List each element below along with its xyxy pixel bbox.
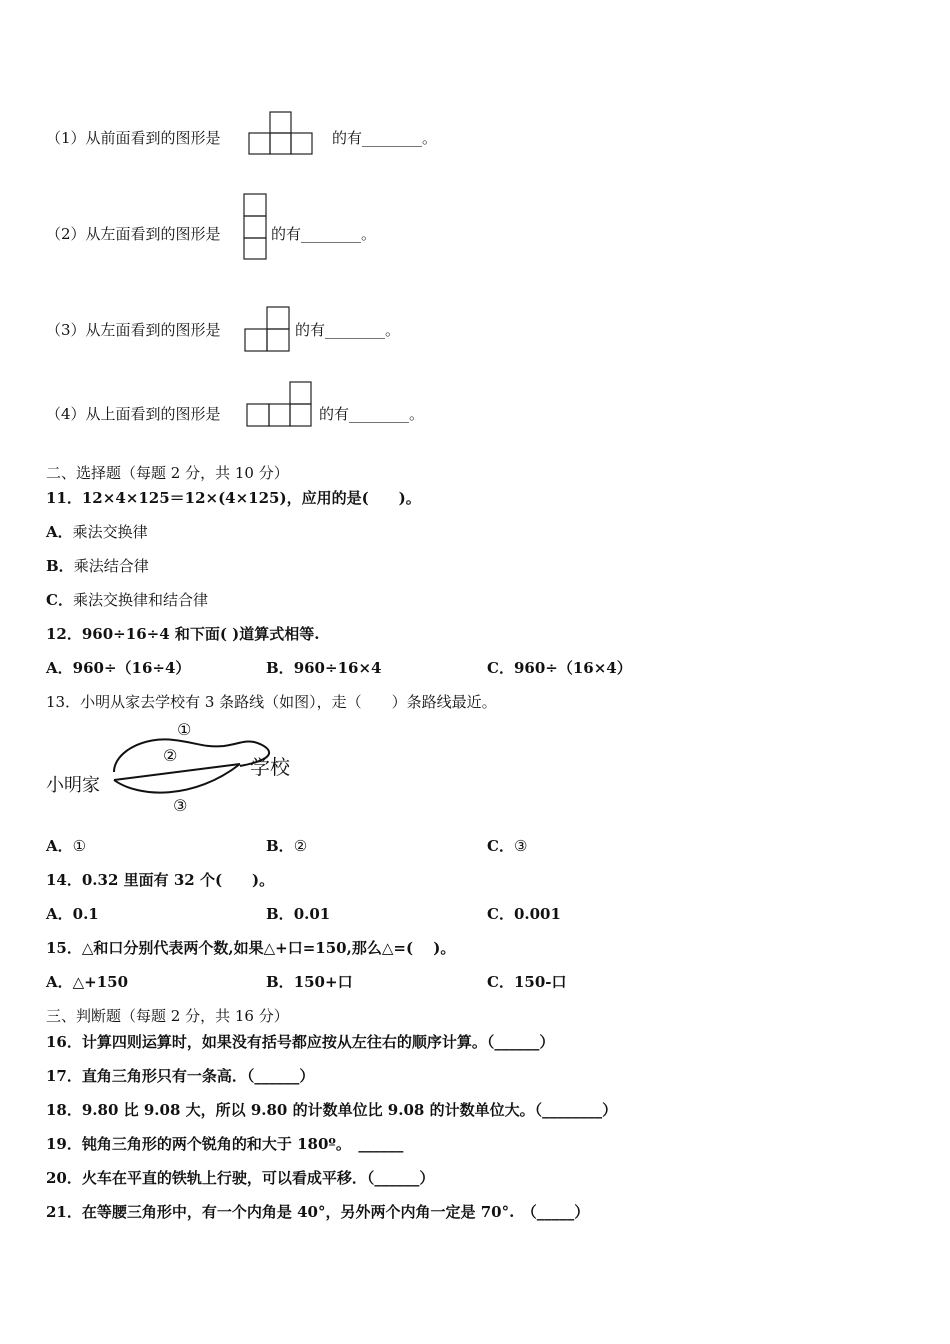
view-question-4-prefix: （4）从上面看到的图形是 bbox=[46, 405, 221, 423]
question-14-option-c[interactable] bbox=[487, 904, 561, 924]
question-13-option-b[interactable] bbox=[266, 836, 307, 856]
option-text: ① bbox=[72, 837, 87, 855]
question-14-option-a[interactable] bbox=[46, 904, 99, 924]
question-19: 19．钝角三角形的两个锐角的和大于 180º。 ______ bbox=[46, 1135, 404, 1153]
option-letter: B． bbox=[266, 837, 294, 855]
route-3-label: ③ bbox=[173, 796, 188, 815]
option-letter: A． bbox=[46, 837, 73, 855]
left-view-figure-l-shape bbox=[244, 306, 292, 354]
view-question-3-suffix bbox=[295, 320, 400, 340]
section-3-title: 三、判断题（每题 2 分，共 16 分） bbox=[46, 1007, 289, 1025]
question-20: 20．火车在平直的铁轨上行驶，可以看成平移．（______） bbox=[46, 1169, 435, 1187]
option-letter: C． bbox=[487, 905, 514, 923]
top-view-figure bbox=[246, 381, 316, 429]
home-label: 小明家 bbox=[46, 775, 100, 796]
question-11-stem: 11．12×4×125＝12×(4×125)，应用的是( )。 bbox=[46, 489, 421, 507]
view-question-4 bbox=[46, 404, 221, 424]
option-text: 乘法交换律和结合律 bbox=[72, 591, 208, 609]
view-question-2-prefix: （2）从左面看到的图形是 bbox=[46, 225, 221, 243]
view-question-1-suffix bbox=[332, 128, 437, 148]
route-1-label: ① bbox=[177, 720, 192, 739]
question-15-option-b[interactable] bbox=[266, 972, 353, 992]
question-12-stem: 12．960÷16÷4 和下面( )道算式相等. bbox=[46, 625, 320, 643]
question-17: 17．直角三角形只有一条高．（______） bbox=[46, 1067, 315, 1085]
option-letter: C． bbox=[487, 973, 514, 991]
question-13-option-c[interactable] bbox=[487, 836, 527, 856]
view-question-2-answer: 的有________。 bbox=[271, 225, 377, 243]
question-11-option-c[interactable] bbox=[46, 590, 208, 610]
view-question-3-prefix: （3）从左面看到的图形是 bbox=[46, 321, 221, 339]
question-15-option-a[interactable] bbox=[46, 972, 128, 992]
question-16: 16．计算四则运算时，如果没有括号都应按从左往右的顺序计算。（______） bbox=[46, 1033, 555, 1051]
question-12-option-c[interactable] bbox=[487, 658, 632, 678]
option-letter: B． bbox=[266, 973, 294, 991]
option-text: 150+口 bbox=[293, 973, 353, 991]
option-text: 150-口 bbox=[513, 973, 567, 991]
option-text: 0.01 bbox=[293, 905, 331, 923]
question-14-option-b[interactable] bbox=[266, 904, 330, 924]
option-letter: B． bbox=[46, 557, 74, 575]
question-13-stem: 13．小明从家去学校有 3 条路线（如图），走（ ）条路线最近。 bbox=[46, 693, 497, 711]
option-text: 960÷16×4 bbox=[293, 659, 382, 677]
route-2-label: ② bbox=[163, 746, 178, 765]
view-question-4-suffix bbox=[319, 404, 424, 424]
option-letter: A． bbox=[46, 659, 73, 677]
option-letter: A． bbox=[46, 973, 73, 991]
option-text: △+150 bbox=[72, 973, 129, 991]
option-text: 0.001 bbox=[513, 905, 561, 923]
option-text: 960÷（16×4） bbox=[513, 659, 632, 677]
school-label: 学校 bbox=[250, 755, 290, 779]
view-question-1-prefix: （1）从前面看到的图形是 bbox=[46, 129, 221, 147]
option-letter: C． bbox=[487, 837, 514, 855]
option-letter: B． bbox=[266, 905, 294, 923]
option-letter: C． bbox=[46, 591, 73, 609]
question-15-option-c[interactable] bbox=[487, 972, 567, 992]
view-question-2 bbox=[46, 224, 221, 244]
front-view-figure bbox=[248, 111, 316, 157]
question-18: 18．9.80 比 9.08 大，所以 9.80 的计数单位比 9.08 的计数单位大。（________） bbox=[46, 1101, 618, 1119]
view-question-4-answer: 的有________。 bbox=[319, 405, 425, 423]
option-letter: A． bbox=[46, 905, 73, 923]
question-21: 21．在等腰三角形中，有一个内角是 40°，另外两个内角一定是 70°. （_____） bbox=[46, 1203, 590, 1221]
option-text: 0.1 bbox=[72, 905, 99, 923]
question-11-option-b[interactable] bbox=[46, 556, 149, 576]
option-text: 960÷（16÷4） bbox=[72, 659, 191, 677]
option-text: ② bbox=[293, 837, 308, 855]
question-12-option-b[interactable] bbox=[266, 658, 381, 678]
option-text: 乘法结合律 bbox=[73, 557, 149, 575]
left-view-figure-column bbox=[243, 193, 269, 261]
view-question-3 bbox=[46, 320, 221, 340]
question-11-option-a[interactable] bbox=[46, 522, 148, 542]
option-letter: B． bbox=[266, 659, 294, 677]
question-15-stem: 15．△和口分别代表两个数,如果△+口=150,那么△=( )。 bbox=[46, 939, 456, 957]
option-text: ③ bbox=[513, 837, 528, 855]
option-text: 乘法交换律 bbox=[72, 523, 148, 541]
view-question-2-suffix bbox=[271, 224, 376, 244]
view-question-1 bbox=[46, 128, 221, 148]
question-13-option-a[interactable] bbox=[46, 836, 86, 856]
view-question-1-answer: 的有________。 bbox=[332, 129, 438, 147]
view-question-3-answer: 的有________。 bbox=[295, 321, 401, 339]
question-12-option-a[interactable] bbox=[46, 658, 190, 678]
question-14-stem: 14．0.32 里面有 32 个( )。 bbox=[46, 871, 275, 889]
option-letter: A． bbox=[46, 523, 73, 541]
option-letter: C． bbox=[487, 659, 514, 677]
section-2-title: 二、选择题（每题 2 分，共 10 分） bbox=[46, 464, 289, 482]
